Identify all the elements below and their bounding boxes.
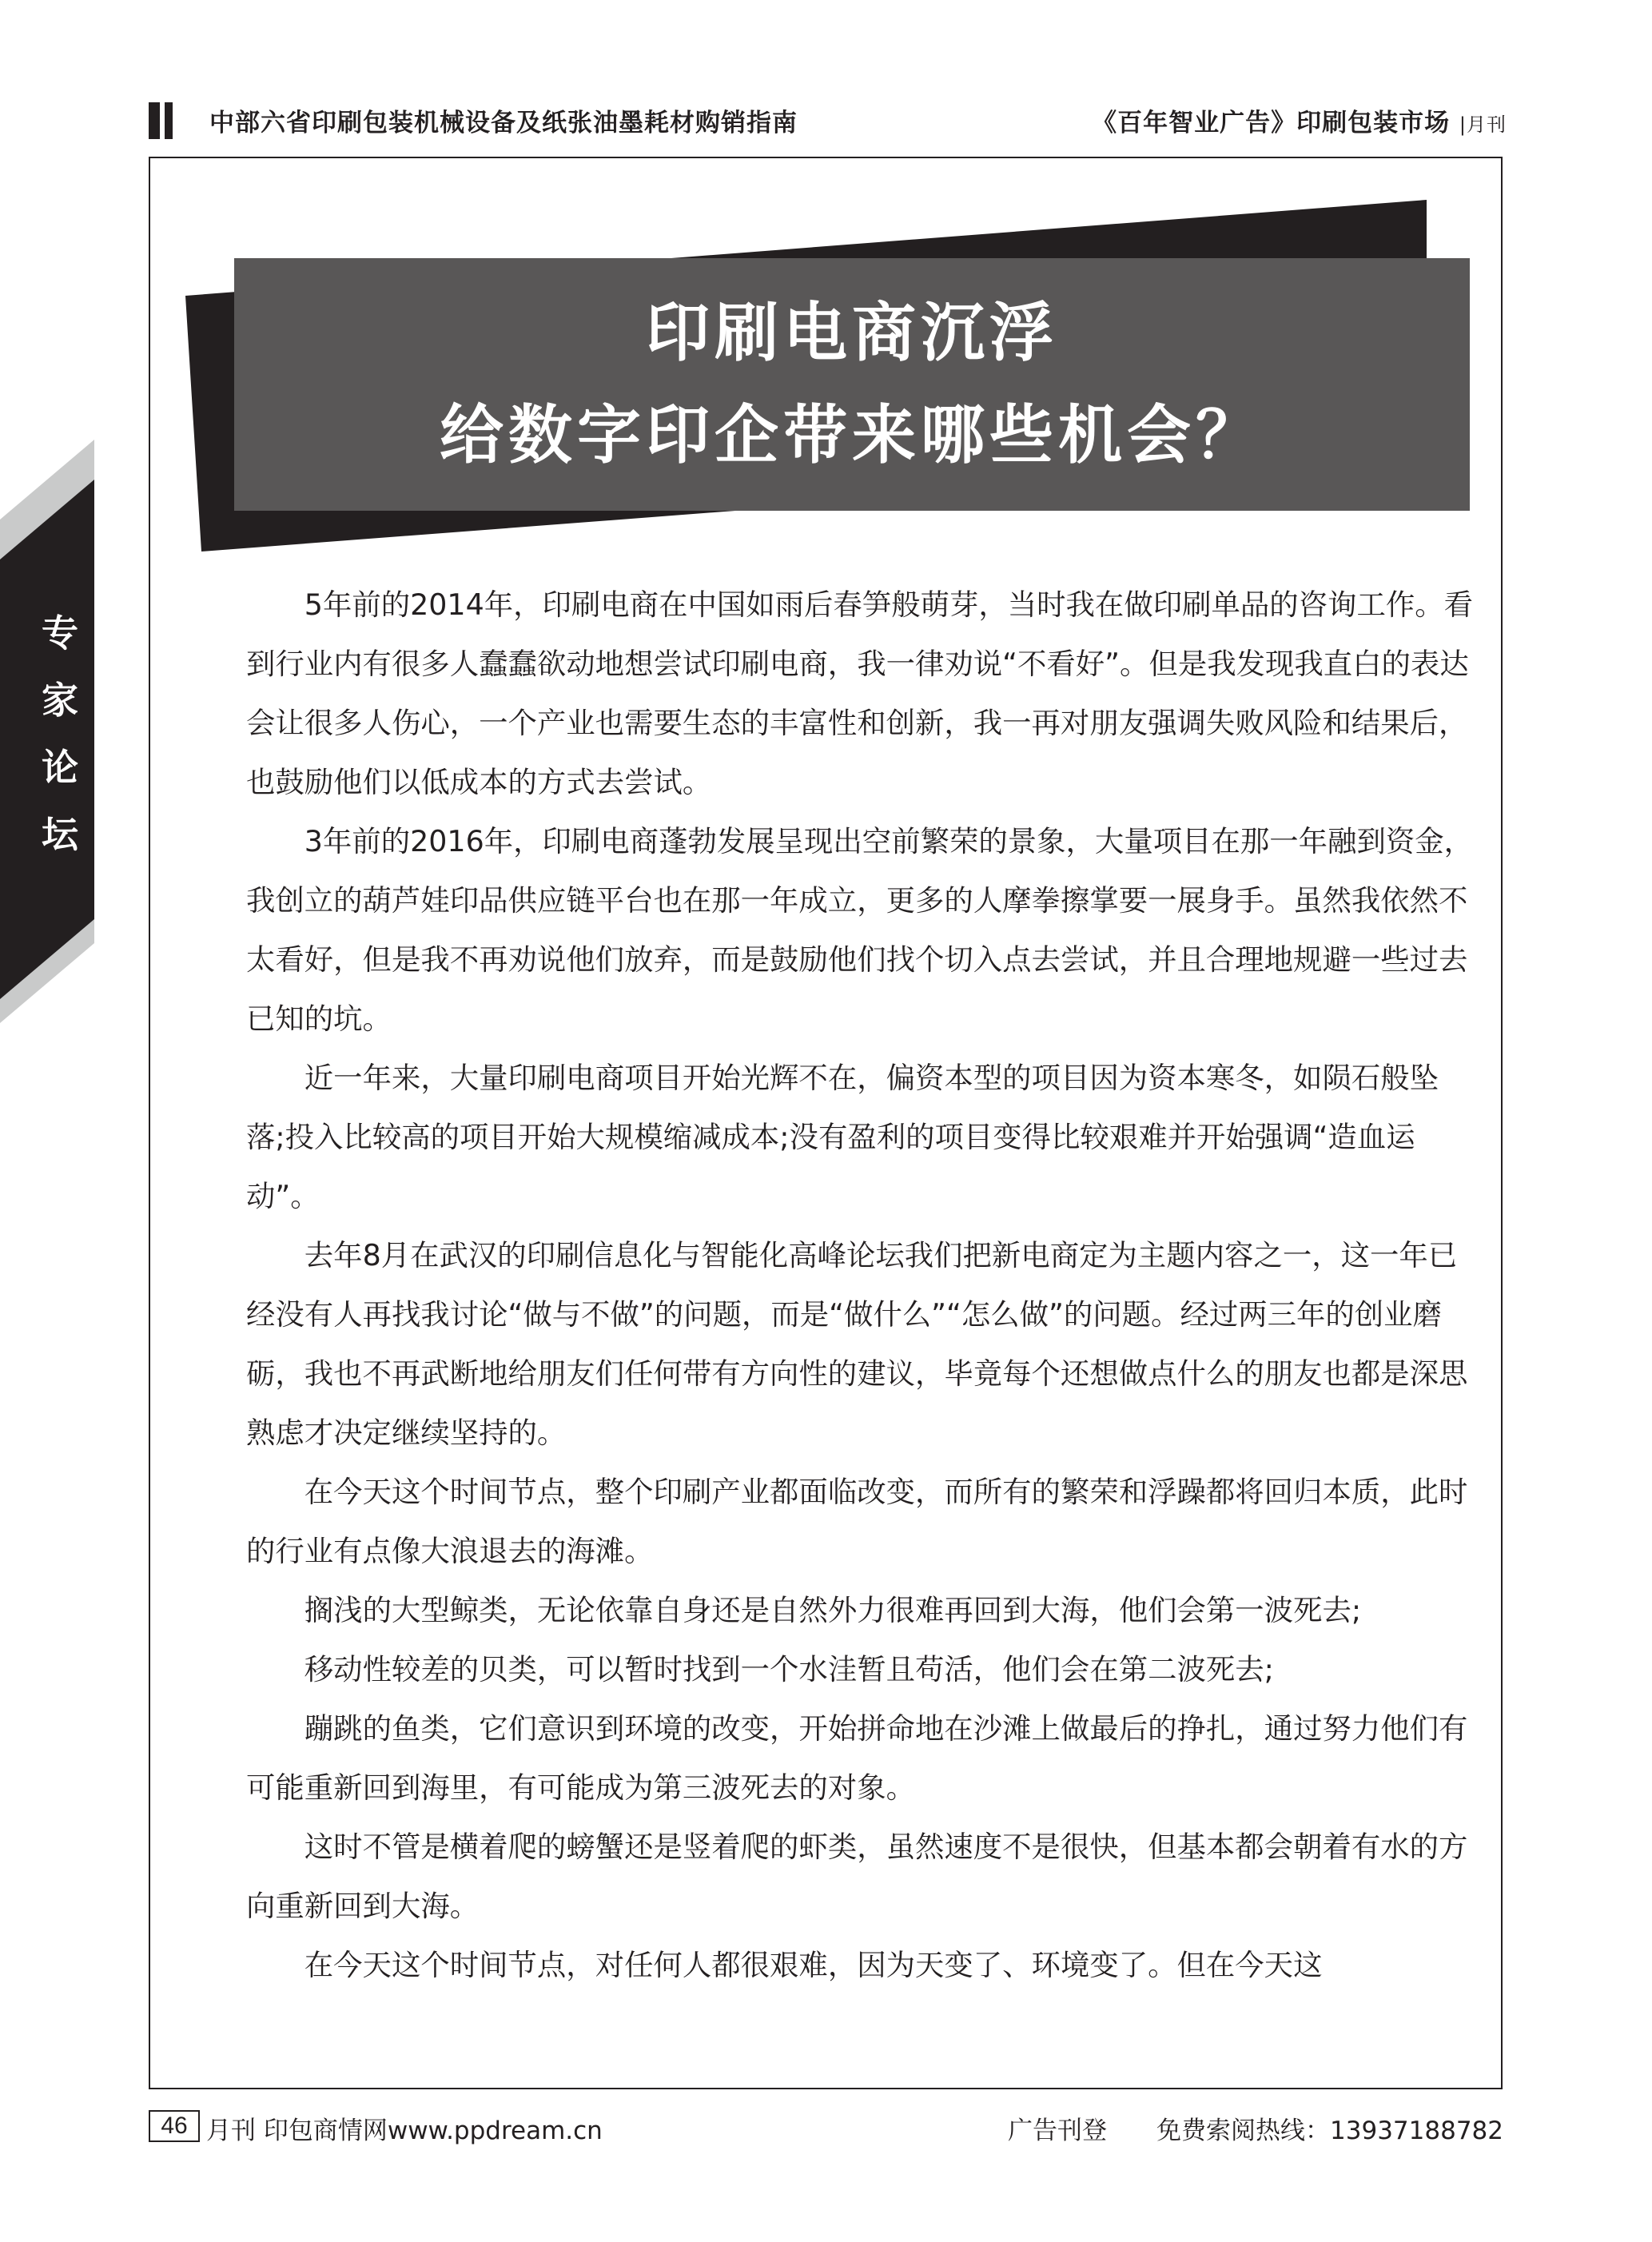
side-tab-char: 专	[42, 611, 78, 655]
footer-hotline: 免费索阅热线：13937188782	[1156, 2117, 1503, 2145]
paragraph: 搁浅的大型鲸类，无论依靠自身还是自然外力很难再回到大海，他们会第一波死去;	[304, 1593, 1362, 1627]
paragraph: 3年前的2016年，印刷电商蓬勃发展呈现出空前繁荣的景象，大量项目在那一年融到资金，我创立的葫芦娃印品供应链平台也在那一年成立，更多的人摩拳擦掌要一展身手。虽然我依然不太看好，但是我不再劝说他们放弃，而是鼓励他们找个切入点去尝试，并且合理地规避一些过去已知的坑。	[246, 824, 1474, 1036]
article-body	[246, 575, 1474, 1995]
header-frequency: |月刊	[1459, 113, 1507, 136]
footer-left-text: 月刊 印包商情网www.ppdream.cn	[206, 2117, 603, 2145]
article-title	[234, 258, 1470, 511]
footer-right	[1008, 2110, 1503, 2146]
side-tab-char: 家	[42, 679, 78, 722]
paragraph: 在今天这个时间节点，整个印刷产业都面临改变，而所有的繁荣和浮躁都将回归本质，此时的行业有点像大浪退去的海滩。	[246, 1475, 1468, 1568]
paragraph: 去年8月在武汉的印刷信息化与智能化高峰论坛我们把新电商定为主题内容之一，这一年已经没有人再找我讨论“做与不做”的问题，而是“做什么”“怎么做”的问题。经过两三年的创业磨砺，我也不再武断地给朋友们任何带有方向性的建议，毕竟每个还想做点什么的朋友也都是深思熟虑才决定继续坚持的。	[246, 1238, 1468, 1450]
title-line-2: 给数字印企带来哪些机会？	[440, 398, 1264, 472]
paragraph: 这时不管是横着爬的螃蟹还是竖着爬的虾类，虽然速度不是很快，但基本都会朝着有水的方向重新回到大海。	[246, 1830, 1468, 1923]
paragraph: 5年前的2014年，印刷电商在中国如雨后春笋般萌芽，当时我在做印刷单品的咨询工作。看到行业内有很多人蠢蠢欲动地想尝试印刷电商，我一律劝说“不看好”。但是我发现我直白的表达会让很多人伤心，一个产业也需要生态的丰富性和创新，我一再对朋友强调失败风险和结果后，也鼓励他们以低成本的方式去尝试。	[246, 587, 1474, 799]
side-tab-label	[24, 599, 96, 868]
paragraph: 在今天这个时间节点，对任何人都很艰难，因为天变了、环境变了。但在今天这	[304, 1948, 1323, 1982]
paragraph: 移动性较差的贝类，可以暂时找到一个水洼暂且苟活，他们会在第二波死去;	[304, 1652, 1274, 1686]
header-publication: 《百年智业广告》印刷包装市场	[1092, 109, 1451, 137]
page-number: 46	[149, 2110, 200, 2142]
side-tab-char: 坛	[42, 813, 78, 856]
side-tab-char: 论	[42, 746, 78, 789]
header-left-text: 中部六省印刷包装机械设备及纸张油墨耗材购销指南	[209, 109, 798, 137]
footer-ad-text: 广告刊登	[1008, 2117, 1108, 2145]
title-line-1: 印刷电商沉浮	[646, 296, 1058, 370]
paragraph: 蹦跳的鱼类，它们意识到环境的改变，开始拼命地在沙滩上做最后的挣扎，通过努力他们有可能重新回到海里，有可能成为第三波死去的对象。	[246, 1711, 1468, 1805]
paragraph: 近一年来，大量印刷电商项目开始光辉不在，偏资本型的项目因为资本寒冬，如陨石般坠落;投入比较高的项目开始大规模缩减成本;没有盈利的项目变得比较艰难并开始强调“造血运动”。	[246, 1061, 1439, 1213]
